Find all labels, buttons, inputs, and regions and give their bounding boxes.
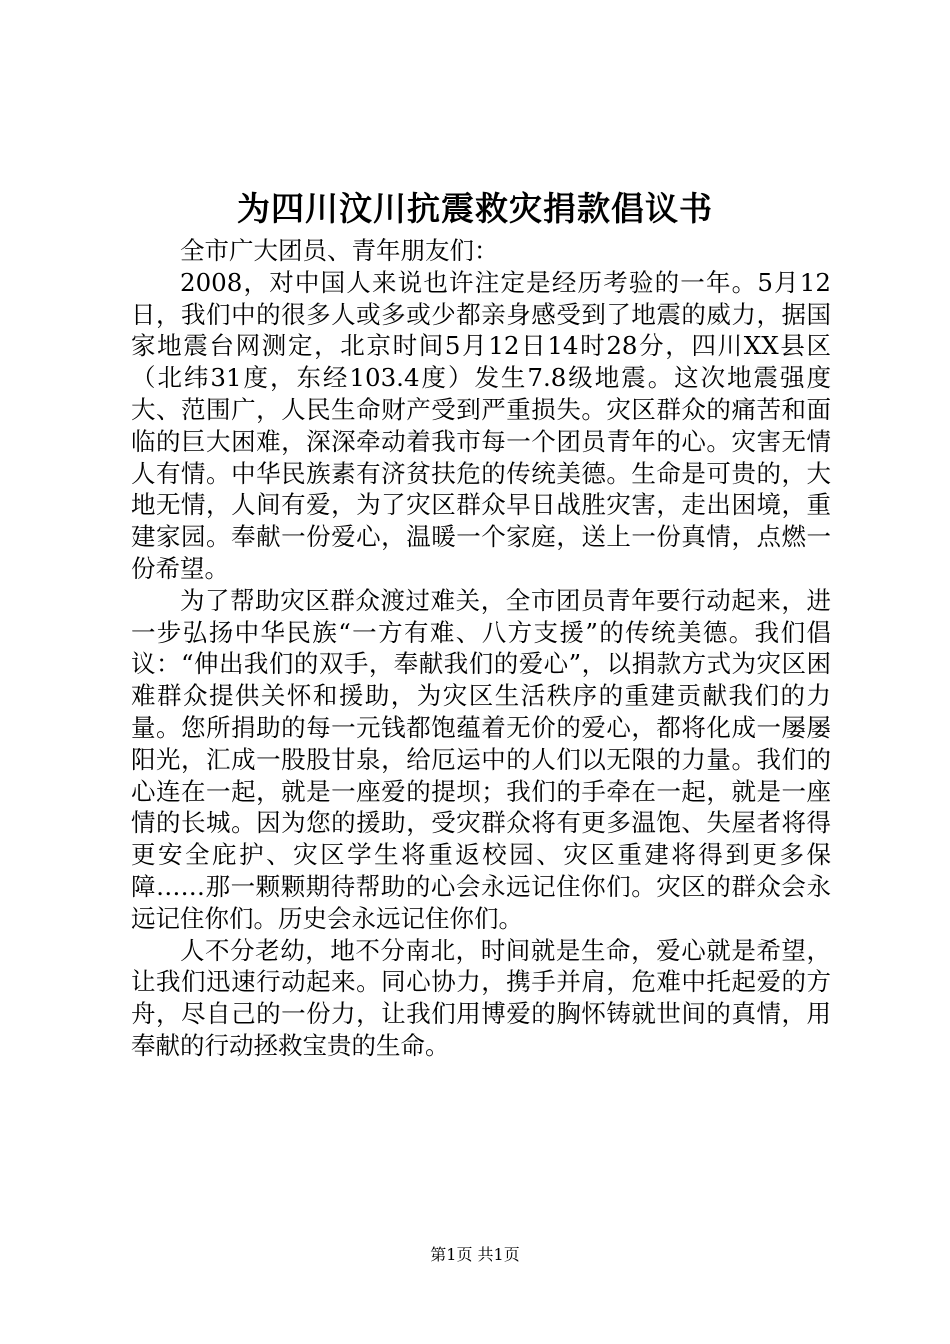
document-title: 为四川汶川抗震救灾捐款倡议书	[237, 189, 713, 228]
paragraph-3: 人不分老幼，地不分南北，时间就是生命，爱心就是希望，让我们迅速行动起来。同心协力，携手并肩，危难中托起爱的方舟，尽自己的一份力，让我们用博爱的胸怀铸就世间的真情，用奉献的行动拯救宝贵的生命。	[131, 935, 831, 1060]
paragraph-1: 2008，对中国人来说也许注定是经历考验的一年。5月12日，我们中的很多人或多或少都亲身感受到了地震的威力，据国家地震台网测定，北京时间5月12日14时28分，四川XX县区（北纬31度，东经103.4度）发生7.8级地震。这次地震强度大、范围广，人民生命财产受到严重损失。灾区群众的痛苦和面临的巨大困难，深深牵动着我市每一个团员青年的心。灾害无情人有情。中华民族素有济贫扶危的传统美德。生命是可贵的，大地无情，人间有爱，为了灾区群众早日战胜灾害，走出困境，重建家园。奉献一份爱心，温暖一个家庭，送上一份真情，点燃一份希望。	[131, 267, 831, 583]
page-footer: 第1页 共1页	[430, 1245, 520, 1264]
paragraph-2: 为了帮助灾区群众渡过难关，全市团员青年要行动起来，进一步弘扬中华民族“一方有难、八方支援”的传统美德。我们倡议：“伸出我们的双手，奉献我们的爱心”，以捐款方式为灾区困难群众提供关怀和援助，为灾区生活秩序的重建贡献我们的力量。您所捐助的每一元钱都饱蕴着无价的爱心，都将化成一屡屡阳光，汇成一股股甘泉，给厄运中的人们以无限的力量。我们的心连在一起，就是一座爱的提坝；我们的手牵在一起，就是一座情的长城。因为您的援助，受灾群众将有更多温饱、失屋者将得更安全庇护、灾区学生将重返校园、灾区重建将得到更多保障……那一颗颗期待帮助的心会永远记住你们。灾区的群众会永远记住你们。历史会永远记住你们。	[131, 585, 831, 933]
document-body	[131, 235, 831, 1062]
salutation: 全市广大团员、青年朋友们：	[180, 236, 499, 265]
